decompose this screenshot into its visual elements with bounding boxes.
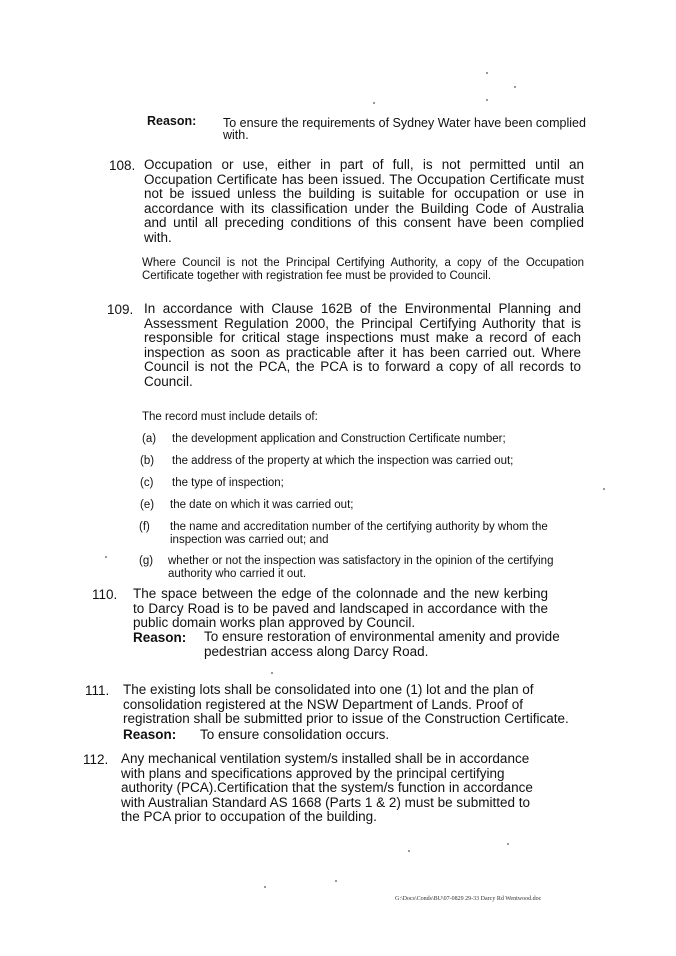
list-item-label: (a) <box>142 433 157 445</box>
scan-speck <box>271 672 273 674</box>
reason-label-110: Reason: <box>133 630 187 645</box>
list-item-text: the development application and Construction Certificate number; <box>172 433 506 445</box>
scan-speck <box>408 850 410 852</box>
list-item-label: (e) <box>140 499 155 511</box>
file-path-footer: G:\Docs\Conds\BU\07-0829 29-33 Darcy Rd Wentwood.doc <box>395 896 542 902</box>
scan-speck <box>373 102 375 104</box>
list-item-text: the address of the property at which the inspection was carried out; <box>172 455 514 467</box>
clause-number-108: 108. <box>109 158 136 173</box>
clause-number-112: 112. <box>83 752 109 767</box>
clause-text-109: In accordance with Clause 162B of the Environmental Planning and Assessment Regulation 2000, the Principal Certifying Authority that is responsible for critical stage inspections must make a record of each inspection as soon as practicable after it has been carried out. Where Council is not the PCA, the PCA is to forward a copy of all records to Council. <box>144 301 581 389</box>
scan-speck <box>514 86 516 88</box>
list-item-text: the name and accreditation number of the certifying authority by whom the inspection was carried out; and <box>170 521 548 546</box>
scan-speck <box>603 488 605 490</box>
reason-label: Reason: <box>147 114 197 128</box>
clause-text-111: The existing lots shall be consolidated into one (1) lot and the plan of consolidation registered at the NSW Department of Lands. Proof of registration shall be submitted prior to issue of the Construction Certificate. <box>123 682 569 726</box>
clause-text-112: Any mechanical ventilation system/s installed shall be in accordance with plans and specifications approved by the principal certifying authority (PCA).Certification that the system/s function in accordance with Australian Standard AS 1668 (Parts 1 & 2) must be submitted to the PCA prior to occupation of the building. <box>121 751 533 824</box>
clause-text-110: The space between the edge of the colonnade and the new kerbing to Darcy Road is to be paved and landscaped in accordance with the public domain works plan approved by Council. <box>133 586 548 630</box>
clause-number-111: 111. <box>85 683 110 698</box>
list-item-text: whether or not the inspection was satisfactory in the opinion of the certifying authority who carried it out. <box>168 555 554 580</box>
list-item-label: (f) <box>139 521 150 533</box>
list-item-label: (c) <box>140 477 154 489</box>
clause-text-108: Occupation or use, either in part of full, is not permitted until an Occupation Certificate has been issued. The Occupation Certificate must not be issued unless the building is suitable for occupation or use in accordance with its classification under the Building Code of Australia and until all preceding conditions of this consent have been complied with. <box>144 157 584 245</box>
scan-speck <box>486 99 488 101</box>
reason-text-111: To ensure consolidation occurs. <box>200 727 390 742</box>
list-item-text: the type of inspection; <box>172 477 284 489</box>
reason-text: To ensure the requirements of Sydney Water have been complied with. <box>223 116 586 142</box>
list-item-label: (g) <box>139 555 154 567</box>
scan-speck <box>507 843 509 845</box>
list-item-text: the date on which it was carried out; <box>170 499 354 511</box>
reason-label-111: Reason: <box>123 727 177 742</box>
record-intro: The record must include details of: <box>142 411 318 423</box>
list-item-label: (b) <box>140 455 155 467</box>
clause-number-109: 109. <box>107 302 134 317</box>
clause-note-108: Where Council is not the Principal Certifying Authority, a copy of the Occupation Certificate together with registration fee must be provided to Council. <box>142 257 584 282</box>
scan-speck <box>105 556 107 558</box>
reason-text-110: To ensure restoration of environmental amenity and provide pedestrian access along Darcy Road. <box>204 629 560 659</box>
scan-speck <box>486 72 488 74</box>
scan-speck <box>335 880 337 882</box>
clause-number-110: 110. <box>92 587 118 602</box>
scan-speck <box>264 886 266 888</box>
